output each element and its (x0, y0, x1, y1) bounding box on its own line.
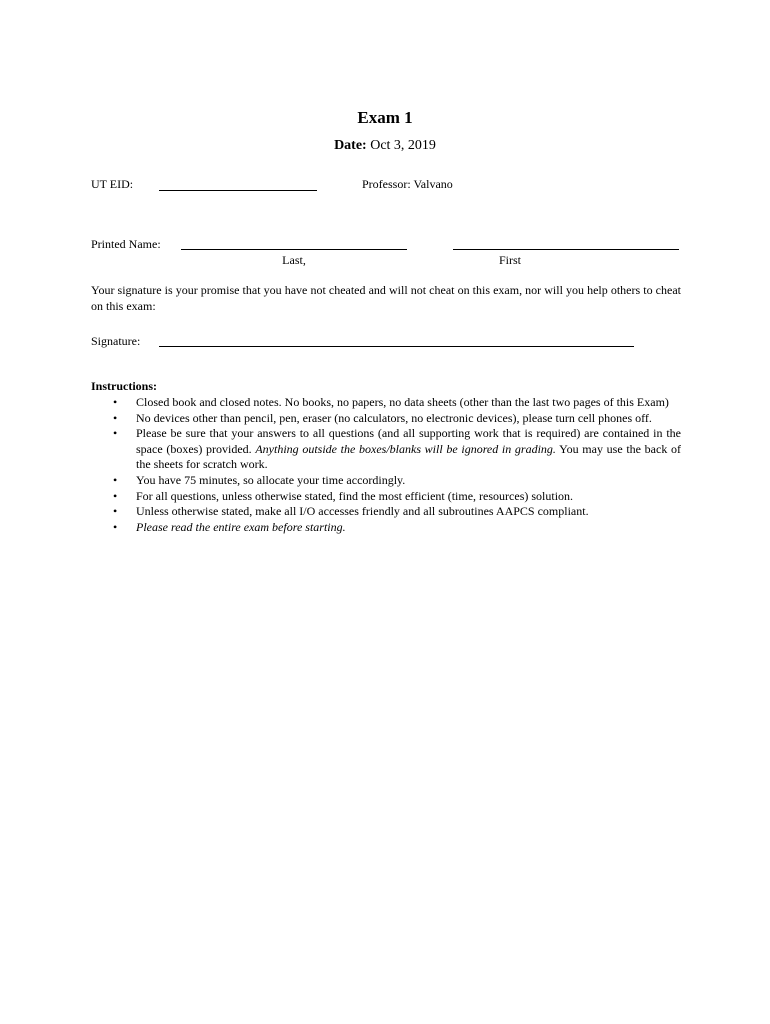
instructions-heading: Instructions: (91, 379, 158, 393)
first-name-caption: First (498, 253, 521, 267)
exam-title: Exam 1 (357, 108, 413, 127)
date-label: Date: (334, 138, 367, 153)
date-value: Oct 3, 2019 (370, 138, 436, 153)
bullet-icon: • (113, 395, 118, 409)
instruction-text: You have 75 minutes, so allocate your time accordingly. (136, 472, 406, 487)
instruction-text: Unless otherwise stated, make all I/O accesses friendly and all subroutines AAPCS compliant. (136, 504, 589, 519)
signature-blank-line[interactable] (159, 346, 634, 347)
instruction-text: For all questions, unless otherwise stated, find the most efficient (time, resources) solution. (136, 488, 574, 503)
bullet-icon: • (113, 504, 118, 519)
instruction-item (91, 426, 681, 473)
instruction-item (91, 489, 681, 505)
instruction-text: Please be sure that your answers to all questions (and all supporting work that is required) are contained in the space (boxes) provided. (136, 426, 681, 456)
instruction-item (91, 395, 681, 411)
instructions-list (91, 395, 681, 535)
bullet-icon: • (113, 426, 118, 441)
instruction-text: No devices other than pencil, pen, eraser (no calculators, no electronic devices), please turn cell phones off. (136, 410, 652, 425)
bullet-icon: • (113, 472, 118, 487)
instruction-text-emphasis: Anything outside the boxes/blanks will be ignored in grading. (255, 441, 556, 456)
instruction-item (91, 411, 681, 427)
signature-label: Signature: (91, 334, 141, 348)
printed-name-label: Printed Name: (91, 237, 161, 251)
eid-blank-line[interactable] (159, 190, 317, 191)
last-name-blank-line[interactable] (181, 249, 407, 250)
instruction-item (91, 473, 681, 489)
instruction-item (91, 520, 681, 536)
bullet-icon: • (113, 488, 118, 503)
instruction-item (91, 504, 681, 520)
exam-date (0, 138, 770, 154)
professor-name: Professor: Valvano (362, 177, 453, 191)
first-name-blank-line[interactable] (453, 249, 679, 250)
instruction-text: You may use the back of the sheets for scratch work. (136, 441, 681, 472)
bullet-icon: • (113, 410, 118, 425)
honor-promise-text: Your signature is your promise that you have not cheated and will not cheat on this exam, nor will you help others to cheat on this exam: (91, 283, 681, 313)
bullet-icon: • (113, 519, 118, 534)
instruction-text-emphasis: Please read the entire exam before starting. (136, 519, 346, 534)
instruction-text: Closed book and closed notes. No books, no papers, no data sheets (other than the last two pages of this Exam) (136, 395, 669, 409)
last-name-caption: Last, (282, 253, 306, 267)
eid-label: UT EID: (91, 177, 134, 191)
